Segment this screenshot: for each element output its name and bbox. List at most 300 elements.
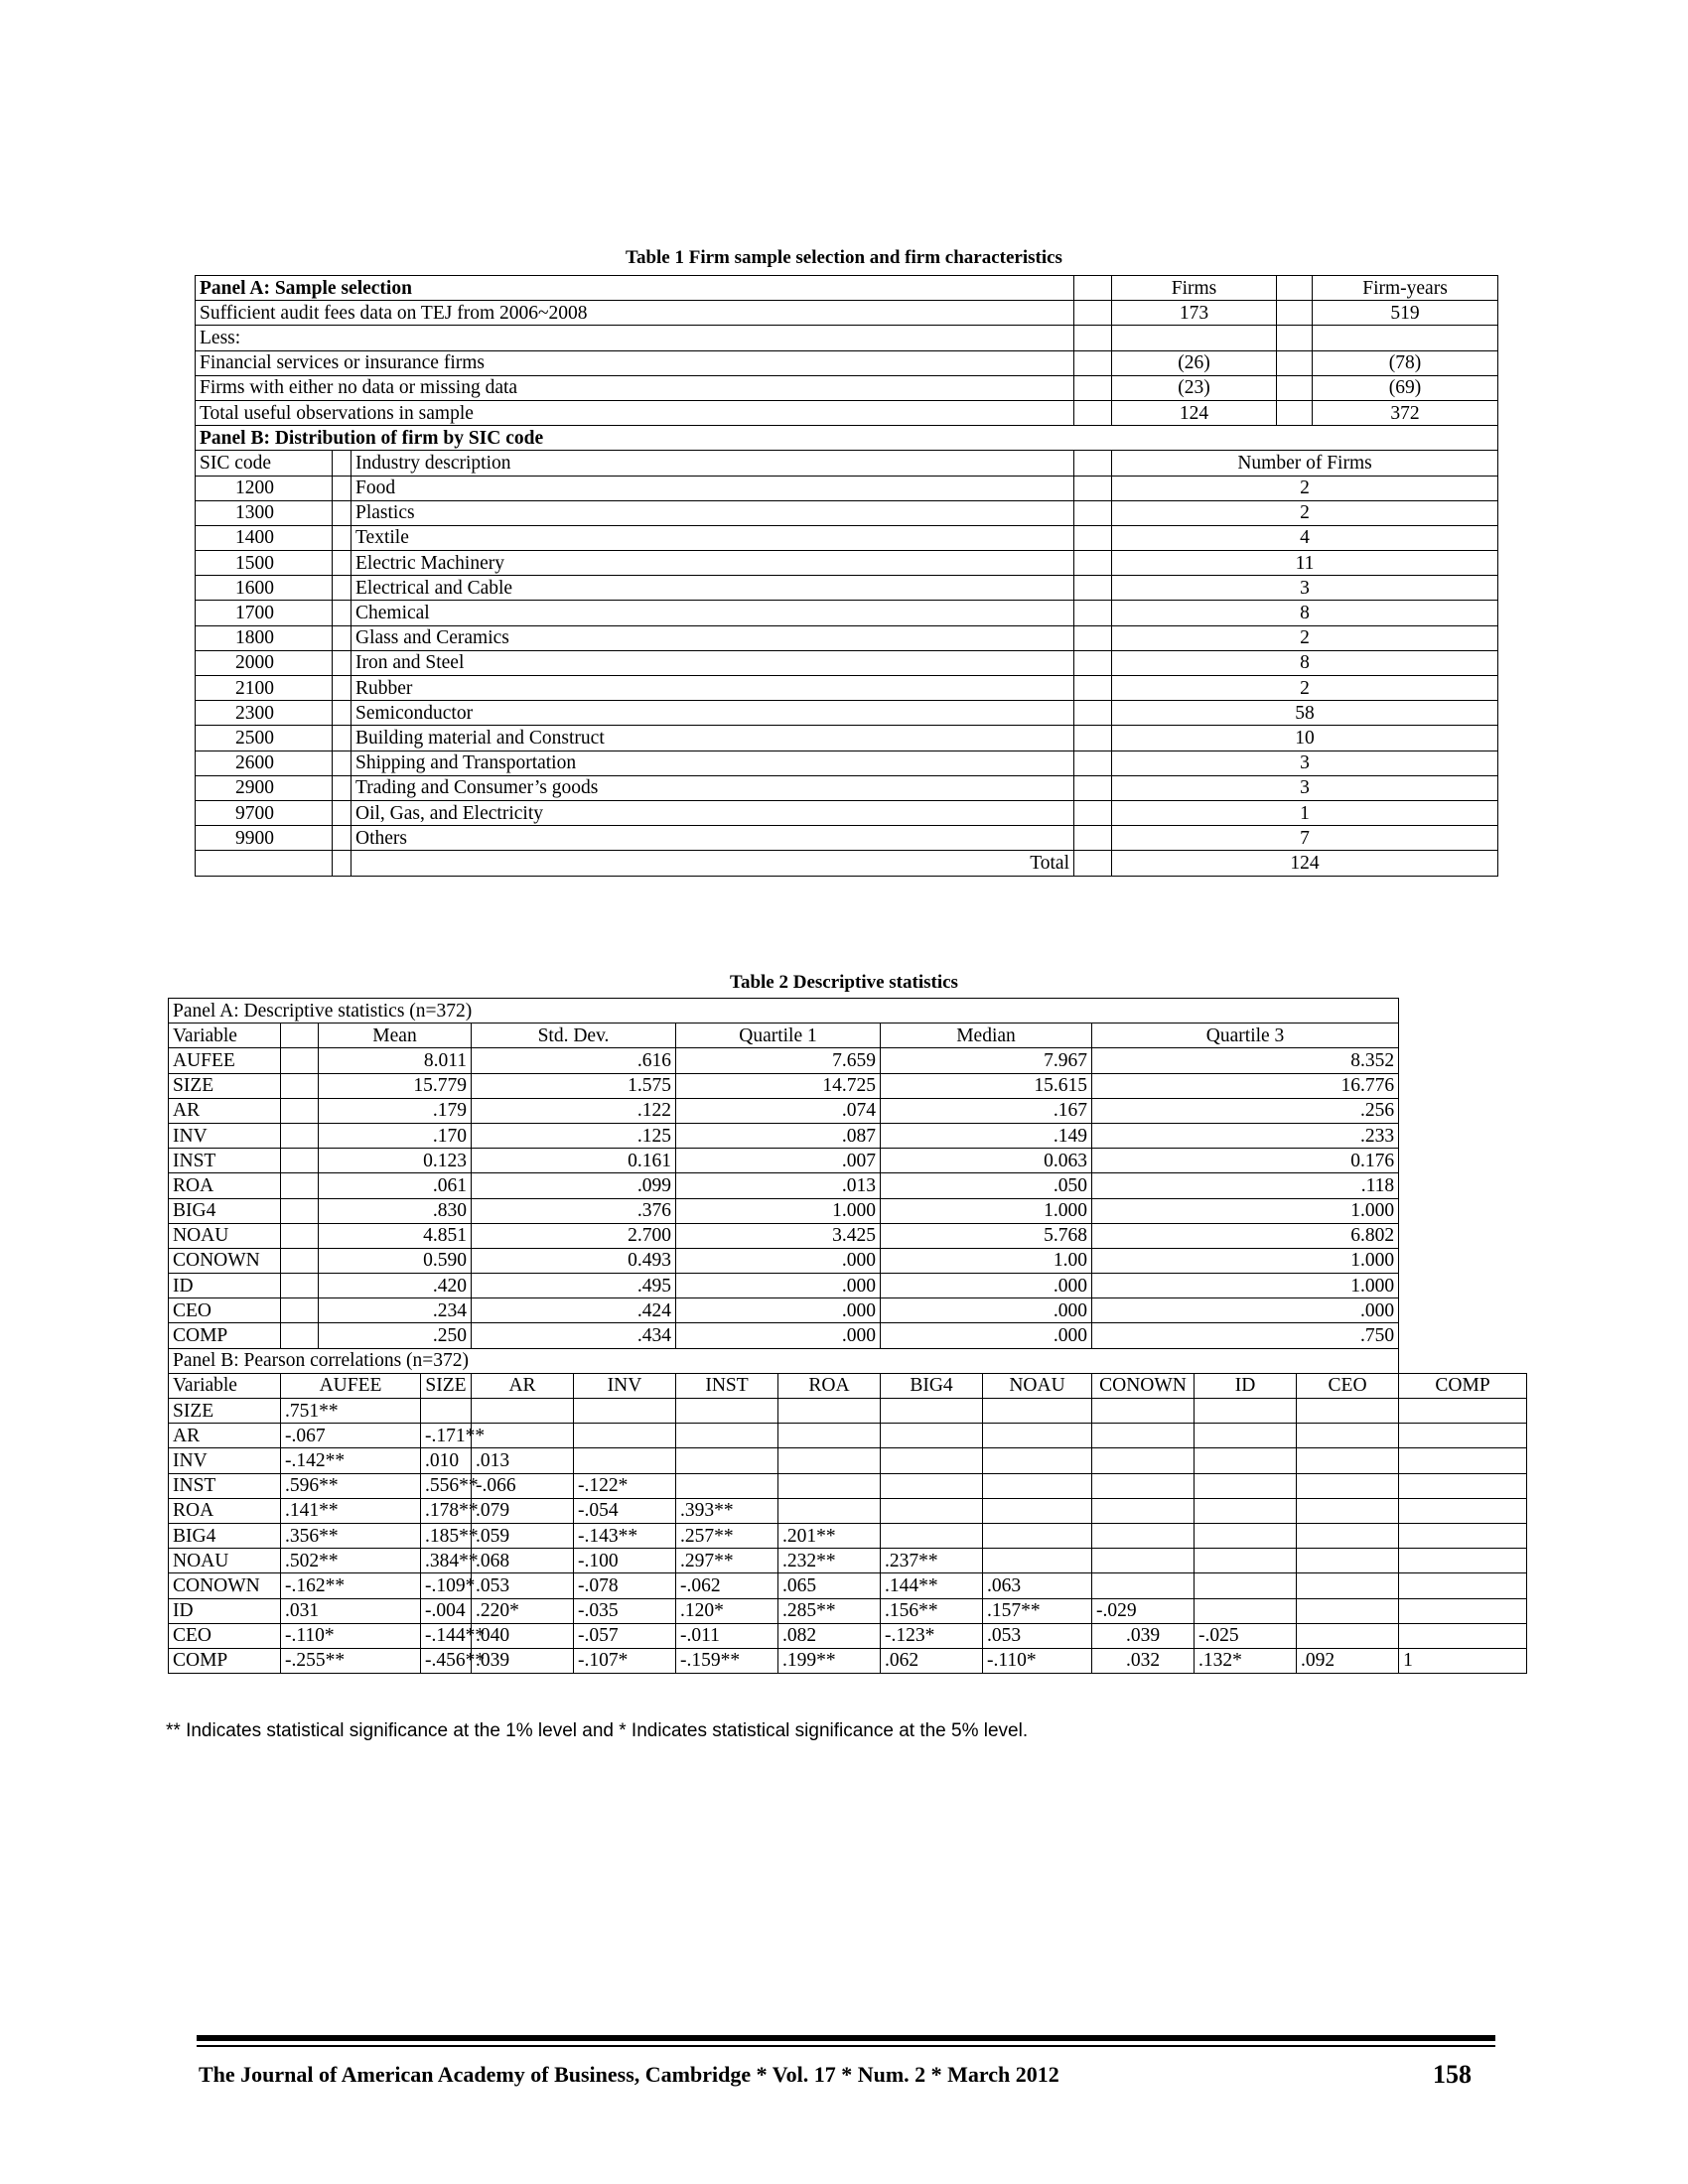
table-row (169, 1248, 1527, 1273)
spacer-cell (281, 1173, 319, 1198)
correlation-value: -.107* (574, 1648, 676, 1673)
industry-description: Electrical and Cable (352, 576, 1074, 601)
correlation-value (1399, 1424, 1527, 1448)
correlation-value: .010 (421, 1448, 472, 1473)
correlation-header: NOAU (983, 1373, 1092, 1398)
spacer-cell (196, 851, 333, 876)
spacer-cell (281, 1123, 319, 1148)
correlation-value (778, 1473, 881, 1498)
number-of-firms: 2 (1112, 500, 1498, 525)
table2-descriptive-statistics (168, 998, 1527, 1674)
correlation-header: ROA (778, 1373, 881, 1398)
mean-value: .234 (319, 1298, 472, 1323)
median-value: .000 (881, 1298, 1092, 1323)
correlation-value (778, 1399, 881, 1424)
sample-label: Less: (196, 326, 1074, 350)
table-row (196, 576, 1498, 601)
sample-label: Firms with either no data or missing data (196, 375, 1074, 400)
correlation-value: .040 (472, 1623, 574, 1648)
correlation-value: -.255** (281, 1648, 421, 1673)
correlation-value (1297, 1498, 1399, 1523)
table-row (169, 1473, 1527, 1498)
correlation-value: -.109* (421, 1573, 472, 1598)
correlation-value (1399, 1523, 1527, 1548)
significance-note: ** Indicates statistical significance at the 1% level and * Indicates statistical significance at the 5% level. (166, 1720, 1029, 1741)
panel-b-title-row (196, 426, 1498, 451)
table-row (169, 1623, 1527, 1648)
quartile1-value: .013 (676, 1173, 881, 1198)
table-row (196, 400, 1498, 425)
correlation-value (983, 1399, 1092, 1424)
correlation-value: .013 (472, 1448, 574, 1473)
number-of-firms: 4 (1112, 525, 1498, 550)
correlation-value (881, 1399, 983, 1424)
spacer-cell (281, 1198, 319, 1223)
variable-name: AR (169, 1424, 281, 1448)
table-row (169, 1198, 1527, 1223)
correlation-header: SIZE (421, 1373, 472, 1398)
table-row (169, 1523, 1527, 1548)
sic-code: 1300 (196, 500, 333, 525)
industry-description: Plastics (352, 500, 1074, 525)
correlation-value (1297, 1523, 1399, 1548)
number-of-firms: 7 (1112, 826, 1498, 851)
table-row (169, 1073, 1527, 1098)
table-row (169, 1098, 1527, 1123)
correlation-value: .751** (281, 1399, 421, 1424)
table-row (196, 625, 1498, 650)
firm-years-header: Firm-years (1313, 276, 1498, 301)
spacer-cell (333, 751, 352, 775)
firm-years-value: 372 (1313, 400, 1498, 425)
industry-description: Food (352, 476, 1074, 500)
correlation-value: .059 (472, 1523, 574, 1548)
panel-a-header-row (169, 1024, 1527, 1048)
journal-footer: The Journal of American Academy of Business, Cambridge * Vol. 17 * Num. 2 * March 2012 (199, 2062, 1059, 2087)
firm-years-value: (69) (1313, 375, 1498, 400)
correlation-value: -.162** (281, 1573, 421, 1598)
panel-a-title: Panel A: Sample selection (196, 276, 1074, 301)
variable-name: NOAU (169, 1223, 281, 1248)
sic-code: 2600 (196, 751, 333, 775)
quartile3-value: 1.000 (1092, 1198, 1399, 1223)
table-row (196, 726, 1498, 751)
number-of-firms: 2 (1112, 476, 1498, 500)
correlation-value (1297, 1623, 1399, 1648)
std-dev-value: .125 (472, 1123, 676, 1148)
table-row (196, 601, 1498, 625)
quartile3-value: 8.352 (1092, 1048, 1399, 1073)
firm-years-value (1313, 326, 1498, 350)
table-row (196, 826, 1498, 851)
spacer-cell (1074, 451, 1112, 476)
correlation-value: .393** (676, 1498, 778, 1523)
variable-name: ROA (169, 1498, 281, 1523)
correlation-value (1399, 1473, 1527, 1498)
correlation-value: 1 (1399, 1648, 1527, 1673)
mean-value: 0.123 (319, 1149, 472, 1173)
correlation-value: -.142** (281, 1448, 421, 1473)
correlation-value (676, 1399, 778, 1424)
correlation-value: -.143** (574, 1523, 676, 1548)
median-value: .167 (881, 1098, 1092, 1123)
number-of-firms: 8 (1112, 650, 1498, 675)
correlation-value (1092, 1473, 1195, 1498)
correlation-value (1399, 1573, 1527, 1598)
correlation-value: -.067 (281, 1424, 421, 1448)
std-dev-value: .434 (472, 1323, 676, 1348)
quartile1-value: 1.000 (676, 1198, 881, 1223)
correlation-value (1399, 1399, 1527, 1424)
spacer-cell (333, 476, 352, 500)
firm-years-value: (78) (1313, 350, 1498, 375)
spacer-cell (1074, 500, 1112, 525)
correlation-value: .384** (421, 1549, 472, 1573)
number-of-firms: 58 (1112, 701, 1498, 726)
correlation-value (574, 1399, 676, 1424)
number-of-firms: 2 (1112, 676, 1498, 701)
table-row (196, 350, 1498, 375)
sic-code: 2500 (196, 726, 333, 751)
table-row (169, 1498, 1527, 1523)
spacer-cell (333, 525, 352, 550)
quartile3-value: .000 (1092, 1298, 1399, 1323)
correlation-value: -.025 (1195, 1623, 1297, 1648)
industry-description: Shipping and Transportation (352, 751, 1074, 775)
correlation-value: .092 (1297, 1648, 1399, 1673)
spacer-cell (333, 775, 352, 800)
mean-value: .830 (319, 1198, 472, 1223)
correlation-value: -.062 (676, 1573, 778, 1598)
correlation-value (1399, 1448, 1527, 1473)
spacer-cell (1074, 751, 1112, 775)
correlation-value: -.078 (574, 1573, 676, 1598)
correlation-value: .285** (778, 1598, 881, 1623)
table1-caption: Table 1 Firm sample selection and firm characteristics (626, 247, 1062, 268)
panel-b-title: Panel B: Pearson correlations (n=372) (169, 1348, 1399, 1373)
correlation-value (676, 1448, 778, 1473)
mean-value: 0.590 (319, 1248, 472, 1273)
panel-a-header-row (196, 276, 1498, 301)
table-row (169, 1648, 1527, 1673)
variable-name: CEO (169, 1298, 281, 1323)
correlation-header: BIG4 (881, 1373, 983, 1398)
table-row (169, 1274, 1527, 1298)
table-row (169, 1123, 1527, 1148)
correlation-header: CEO (1297, 1373, 1399, 1398)
sic-code: 2100 (196, 676, 333, 701)
industry-description: Glass and Ceramics (352, 625, 1074, 650)
spacer-cell (333, 826, 352, 851)
correlation-value (1399, 1623, 1527, 1648)
correlation-header: AR (472, 1373, 574, 1398)
std-dev-value: .376 (472, 1198, 676, 1223)
table1-firm-sample (195, 275, 1498, 877)
quartile1-value: .000 (676, 1298, 881, 1323)
std-dev-value: 0.161 (472, 1149, 676, 1173)
quartile1-value: .074 (676, 1098, 881, 1123)
quartile1-header: Quartile 1 (676, 1024, 881, 1048)
quartile3-value: 1.000 (1092, 1274, 1399, 1298)
correlation-value (1092, 1498, 1195, 1523)
variable-name: INST (169, 1473, 281, 1498)
correlation-value (1297, 1424, 1399, 1448)
correlation-value: -.035 (574, 1598, 676, 1623)
correlation-value: -.054 (574, 1498, 676, 1523)
correlation-value: .144** (881, 1573, 983, 1598)
correlation-value (983, 1523, 1092, 1548)
table-row (196, 301, 1498, 326)
quartile1-value: .000 (676, 1248, 881, 1273)
correlation-value: .297** (676, 1549, 778, 1573)
correlation-value (1092, 1573, 1195, 1598)
correlation-value (574, 1424, 676, 1448)
table-row (196, 500, 1498, 525)
spacer-cell (1074, 476, 1112, 500)
firms-value (1112, 326, 1277, 350)
mean-value: 15.779 (319, 1073, 472, 1098)
spacer-cell (333, 676, 352, 701)
quartile3-value: .233 (1092, 1123, 1399, 1148)
number-of-firms: 3 (1112, 775, 1498, 800)
table-row (196, 525, 1498, 550)
correlation-value: -.144** (421, 1623, 472, 1648)
spacer-cell (281, 1248, 319, 1273)
industry-description: Others (352, 826, 1074, 851)
variable-name: ID (169, 1598, 281, 1623)
spacer-cell (1074, 326, 1112, 350)
mean-header: Mean (319, 1024, 472, 1048)
spacer-cell (1074, 601, 1112, 625)
table-row (196, 676, 1498, 701)
correlation-value (881, 1424, 983, 1448)
correlation-value: .237** (881, 1549, 983, 1573)
sic-code: 9900 (196, 826, 333, 851)
panel-b-header-row (196, 451, 1498, 476)
spacer-cell (1277, 326, 1313, 350)
number-of-firms-header: Number of Firms (1112, 451, 1498, 476)
number-of-firms: 11 (1112, 551, 1498, 576)
sic-code: 2000 (196, 650, 333, 675)
industry-description: Oil, Gas, and Electricity (352, 800, 1074, 825)
spacer-cell (1074, 551, 1112, 576)
quartile3-header: Quartile 3 (1092, 1024, 1399, 1048)
spacer-cell (1277, 400, 1313, 425)
sic-code: 2900 (196, 775, 333, 800)
correlation-value: -.159** (676, 1648, 778, 1673)
variable-name: CONOWN (169, 1248, 281, 1273)
median-value: 7.967 (881, 1048, 1092, 1073)
correlation-value (472, 1399, 574, 1424)
correlation-value (1399, 1549, 1527, 1573)
spacer-cell (1074, 676, 1112, 701)
correlation-value: .220* (472, 1598, 574, 1623)
correlation-value: .502** (281, 1549, 421, 1573)
spacer-cell (1074, 851, 1112, 876)
median-value: 1.000 (881, 1198, 1092, 1223)
variable-name: SIZE (169, 1399, 281, 1424)
sic-code: 1200 (196, 476, 333, 500)
spacer-cell (333, 451, 352, 476)
panel-b-header-row (169, 1373, 1527, 1398)
correlation-value (983, 1424, 1092, 1448)
quartile1-value: .007 (676, 1149, 881, 1173)
quartile1-value: 3.425 (676, 1223, 881, 1248)
firm-years-value: 519 (1313, 301, 1498, 326)
spacer-cell (1074, 826, 1112, 851)
table-row (196, 551, 1498, 576)
correlation-value (1195, 1598, 1297, 1623)
spacer-cell (1074, 726, 1112, 751)
correlation-value: -.110* (983, 1648, 1092, 1673)
number-of-firms: 3 (1112, 576, 1498, 601)
industry-description: Building material and Construct (352, 726, 1074, 751)
correlation-value (983, 1473, 1092, 1498)
mean-value: 8.011 (319, 1048, 472, 1073)
table-row (196, 476, 1498, 500)
sic-header: SIC code (196, 451, 333, 476)
correlation-value (676, 1424, 778, 1448)
table-row (169, 1598, 1527, 1623)
median-value: .000 (881, 1323, 1092, 1348)
correlation-header: INST (676, 1373, 778, 1398)
correlation-value (1092, 1523, 1195, 1548)
number-of-firms: 3 (1112, 751, 1498, 775)
firms-value: 173 (1112, 301, 1277, 326)
footer-rule (197, 2035, 1495, 2041)
correlation-value: .232** (778, 1549, 881, 1573)
correlation-value: -.171** (421, 1424, 472, 1448)
quartile1-value: 7.659 (676, 1048, 881, 1073)
sic-code: 2300 (196, 701, 333, 726)
spacer-cell (281, 1223, 319, 1248)
sic-code: 9700 (196, 800, 333, 825)
table-row (196, 375, 1498, 400)
correlation-value (778, 1448, 881, 1473)
correlation-value (881, 1448, 983, 1473)
spacer-cell (281, 1048, 319, 1073)
correlation-value (983, 1549, 1092, 1573)
correlation-value: .178** (421, 1498, 472, 1523)
correlation-value (676, 1473, 778, 1498)
correlation-value: -.110* (281, 1623, 421, 1648)
correlation-value: -.004 (421, 1598, 472, 1623)
sic-code: 1600 (196, 576, 333, 601)
panel-b-title-row (169, 1348, 1527, 1373)
correlation-value (1297, 1399, 1399, 1424)
correlation-value (472, 1424, 574, 1448)
correlation-value: -.122* (574, 1473, 676, 1498)
spacer-cell (333, 500, 352, 525)
variable-name: COMP (169, 1648, 281, 1673)
std-dev-value: 0.493 (472, 1248, 676, 1273)
correlation-value (1297, 1598, 1399, 1623)
correlation-value (1297, 1573, 1399, 1598)
std-dev-value: .122 (472, 1098, 676, 1123)
spacer-cell (1277, 375, 1313, 400)
mean-value: 4.851 (319, 1223, 472, 1248)
correlation-value: -.057 (574, 1623, 676, 1648)
table-row (196, 650, 1498, 675)
mean-value: .250 (319, 1323, 472, 1348)
correlation-value (574, 1448, 676, 1473)
table-row (169, 1323, 1527, 1348)
quartile1-value: 14.725 (676, 1073, 881, 1098)
spacer-cell (1074, 800, 1112, 825)
table-row (196, 751, 1498, 775)
std-dev-value: .099 (472, 1173, 676, 1198)
correlation-value: .039 (1092, 1623, 1195, 1648)
quartile3-value: 0.176 (1092, 1149, 1399, 1173)
correlation-value (1297, 1448, 1399, 1473)
quartile3-value: 1.000 (1092, 1248, 1399, 1273)
correlation-value (778, 1498, 881, 1523)
spacer-cell (333, 701, 352, 726)
industry-description: Chemical (352, 601, 1074, 625)
correlation-value: .257** (676, 1523, 778, 1548)
correlation-value: .082 (778, 1623, 881, 1648)
correlation-value: .556** (421, 1473, 472, 1498)
correlation-value: .079 (472, 1498, 574, 1523)
spacer-cell (281, 1024, 319, 1048)
firms-value: (26) (1112, 350, 1277, 375)
number-of-firms: 1 (1112, 800, 1498, 825)
spacer-cell (333, 726, 352, 751)
variable-header: Variable (169, 1024, 281, 1048)
correlation-value (1195, 1473, 1297, 1498)
industry-description: Textile (352, 525, 1074, 550)
correlation-value: -.100 (574, 1549, 676, 1573)
table-row (169, 1298, 1527, 1323)
spacer-cell (1074, 650, 1112, 675)
spacer-cell (1277, 276, 1313, 301)
spacer-cell (281, 1298, 319, 1323)
variable-name: COMP (169, 1323, 281, 1348)
correlation-value (778, 1424, 881, 1448)
correlation-value: .053 (472, 1573, 574, 1598)
correlation-value (1092, 1549, 1195, 1573)
correlation-value: .596** (281, 1473, 421, 1498)
panel-a-title: Panel A: Descriptive statistics (n=372) (169, 999, 1399, 1024)
variable-name: AR (169, 1098, 281, 1123)
std-dev-value: 1.575 (472, 1073, 676, 1098)
spacer-cell (1074, 350, 1112, 375)
correlation-value (421, 1399, 472, 1424)
industry-header: Industry description (352, 451, 1074, 476)
correlation-value: .201** (778, 1523, 881, 1548)
correlation-value: .063 (983, 1573, 1092, 1598)
sic-code: 1800 (196, 625, 333, 650)
table-row (169, 1048, 1527, 1073)
correlation-value (1297, 1473, 1399, 1498)
variable-name: NOAU (169, 1549, 281, 1573)
table-row (169, 1223, 1527, 1248)
correlation-value (881, 1473, 983, 1498)
median-value: 5.768 (881, 1223, 1092, 1248)
table2-caption: Table 2 Descriptive statistics (730, 972, 958, 993)
variable-name: CEO (169, 1623, 281, 1648)
variable-name: INV (169, 1123, 281, 1148)
median-value: .050 (881, 1173, 1092, 1198)
spacer-cell (333, 576, 352, 601)
correlation-value: .068 (472, 1549, 574, 1573)
mean-value: .170 (319, 1123, 472, 1148)
median-value: .149 (881, 1123, 1092, 1148)
variable-name: INV (169, 1448, 281, 1473)
quartile3-value: .750 (1092, 1323, 1399, 1348)
industry-description: Semiconductor (352, 701, 1074, 726)
correlation-value (1195, 1573, 1297, 1598)
